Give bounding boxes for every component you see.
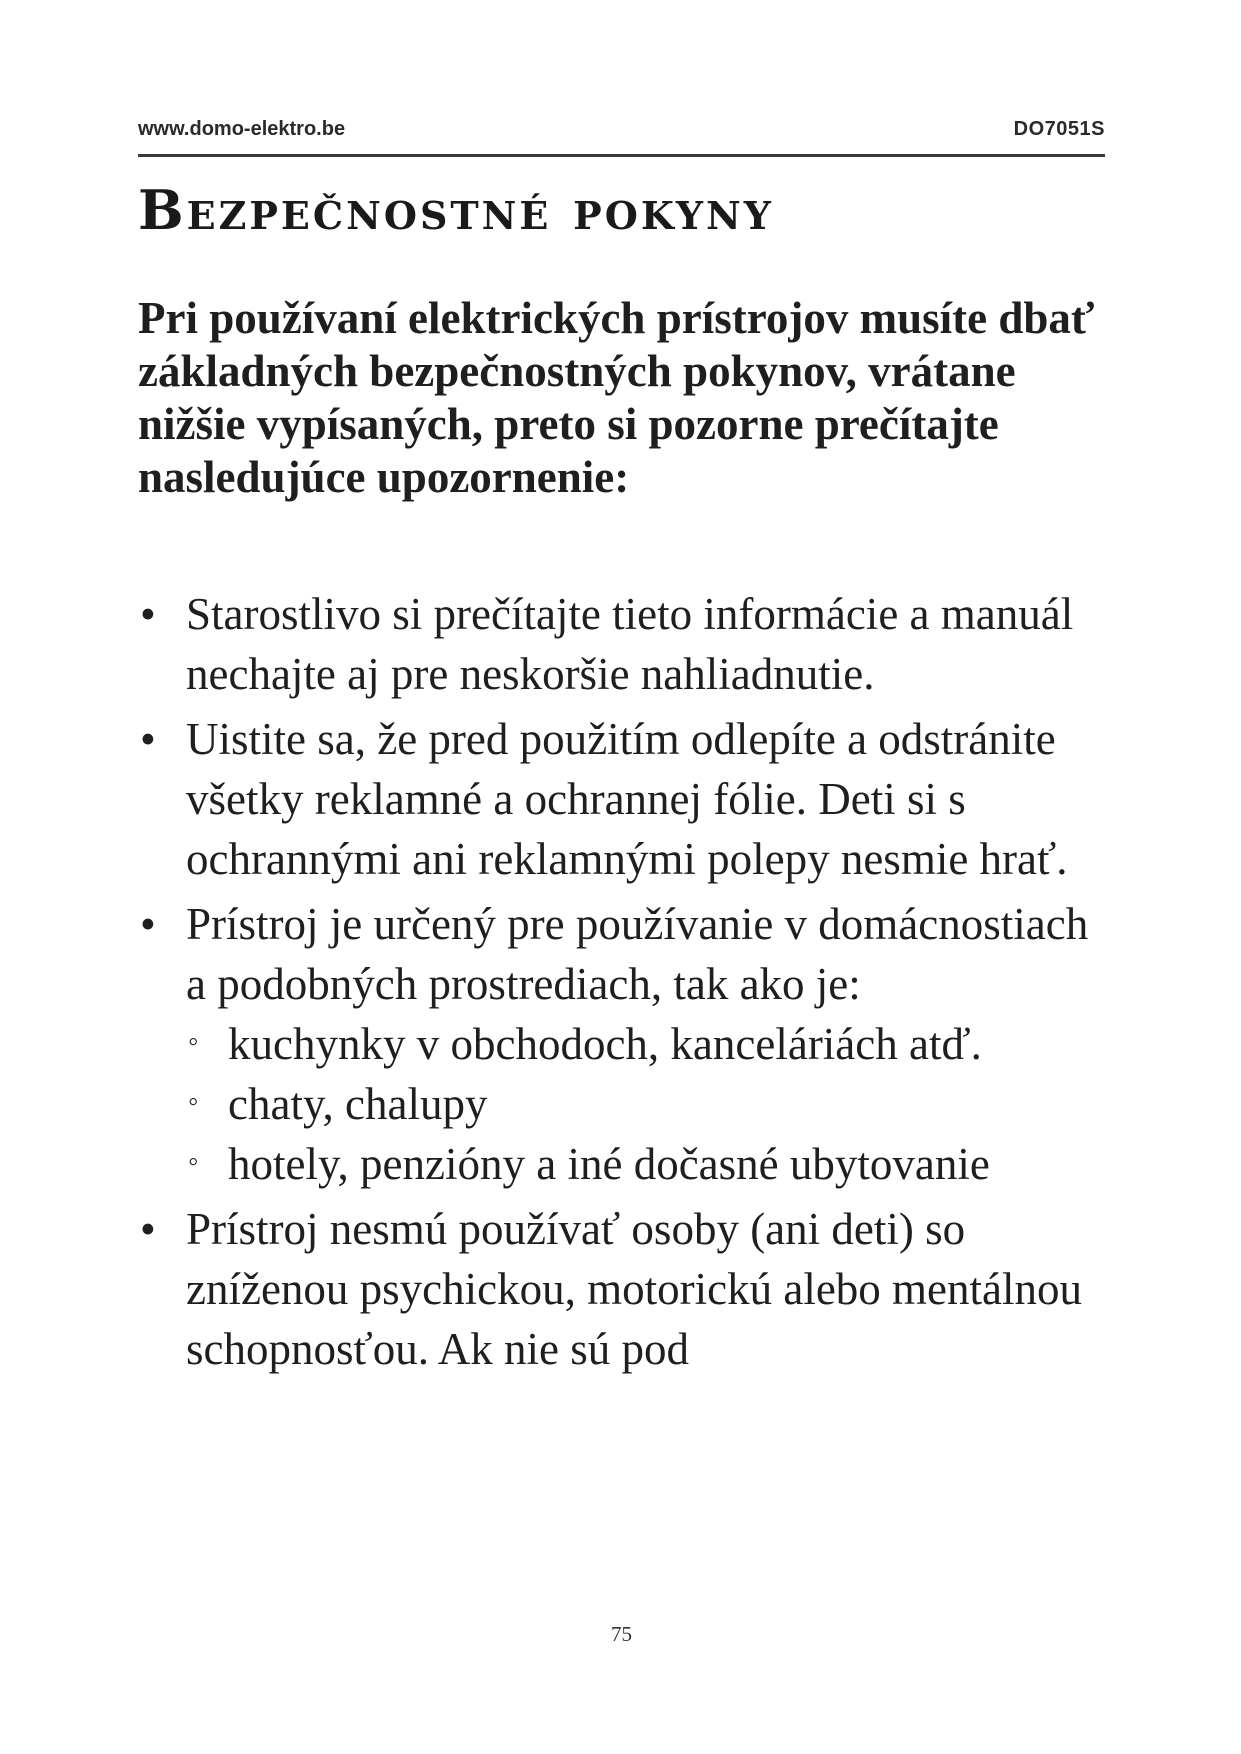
list-item-text: Uistite sa, že pred použitím odlepíte a odstránite všetky reklamné a ochrannej fólie. Deti si s ochrannými ani reklamnými polepy nesmie hrať. xyxy=(186,714,1068,884)
sub-list-item xyxy=(186,1014,1105,1074)
circle-bullet-icon: ◦ xyxy=(188,1145,199,1178)
sub-list-item xyxy=(186,1074,1105,1134)
list-item xyxy=(138,584,1105,704)
list-item xyxy=(138,1199,1105,1379)
sub-list-item-text: hotely, penzióny a iné dočasné ubytovanie xyxy=(228,1139,990,1189)
sub-list-item-text: kuchynky v obchodoch, kanceláriách atď. xyxy=(228,1019,982,1069)
bullet-icon: • xyxy=(140,714,156,764)
safety-list xyxy=(138,584,1105,1384)
list-item-text: Starostlivo si prečítajte tieto informácie a manuál nechajte aj pre neskoršie nahliadnutie. xyxy=(186,589,1074,699)
intro-paragraph: Pri používaní elektrických prístrojov musíte dbať základných bezpečnostných pokynov, vrátane nižšie vypísaných, preto si pozorne prečítajte nasledujúce upozornenie: xyxy=(138,293,1095,502)
page-number: 75 xyxy=(611,1622,632,1646)
circle-bullet-icon: ◦ xyxy=(188,1085,199,1118)
bullet-icon: • xyxy=(140,589,156,639)
model-number: DO7051S xyxy=(1013,118,1105,140)
sub-list-item xyxy=(186,1134,1105,1194)
circle-bullet-icon: ◦ xyxy=(188,1025,199,1058)
manual-page xyxy=(138,0,1105,1754)
list-item-text: Prístroj nesmú používať osoby (ani deti) so zníženou psychickou, motorickú alebo mentálnou schopnosťou. Ak nie sú pod xyxy=(186,1204,1083,1374)
sub-list xyxy=(186,1014,1105,1194)
bullet-icon: • xyxy=(140,899,156,949)
section-title: Bezpečnostné pokyny xyxy=(138,178,774,242)
list-item-text: Prístroj je určený pre používanie v domácnostiach a podobných prostrediach, tak ako je: xyxy=(186,899,1089,1009)
sub-list-item-text: chaty, chalupy xyxy=(228,1079,488,1129)
list-item xyxy=(138,894,1105,1194)
website-url: www.domo-elektro.be xyxy=(138,118,346,140)
bullet-icon: • xyxy=(140,1204,156,1254)
list-item xyxy=(138,709,1105,889)
page-header xyxy=(138,118,1105,157)
